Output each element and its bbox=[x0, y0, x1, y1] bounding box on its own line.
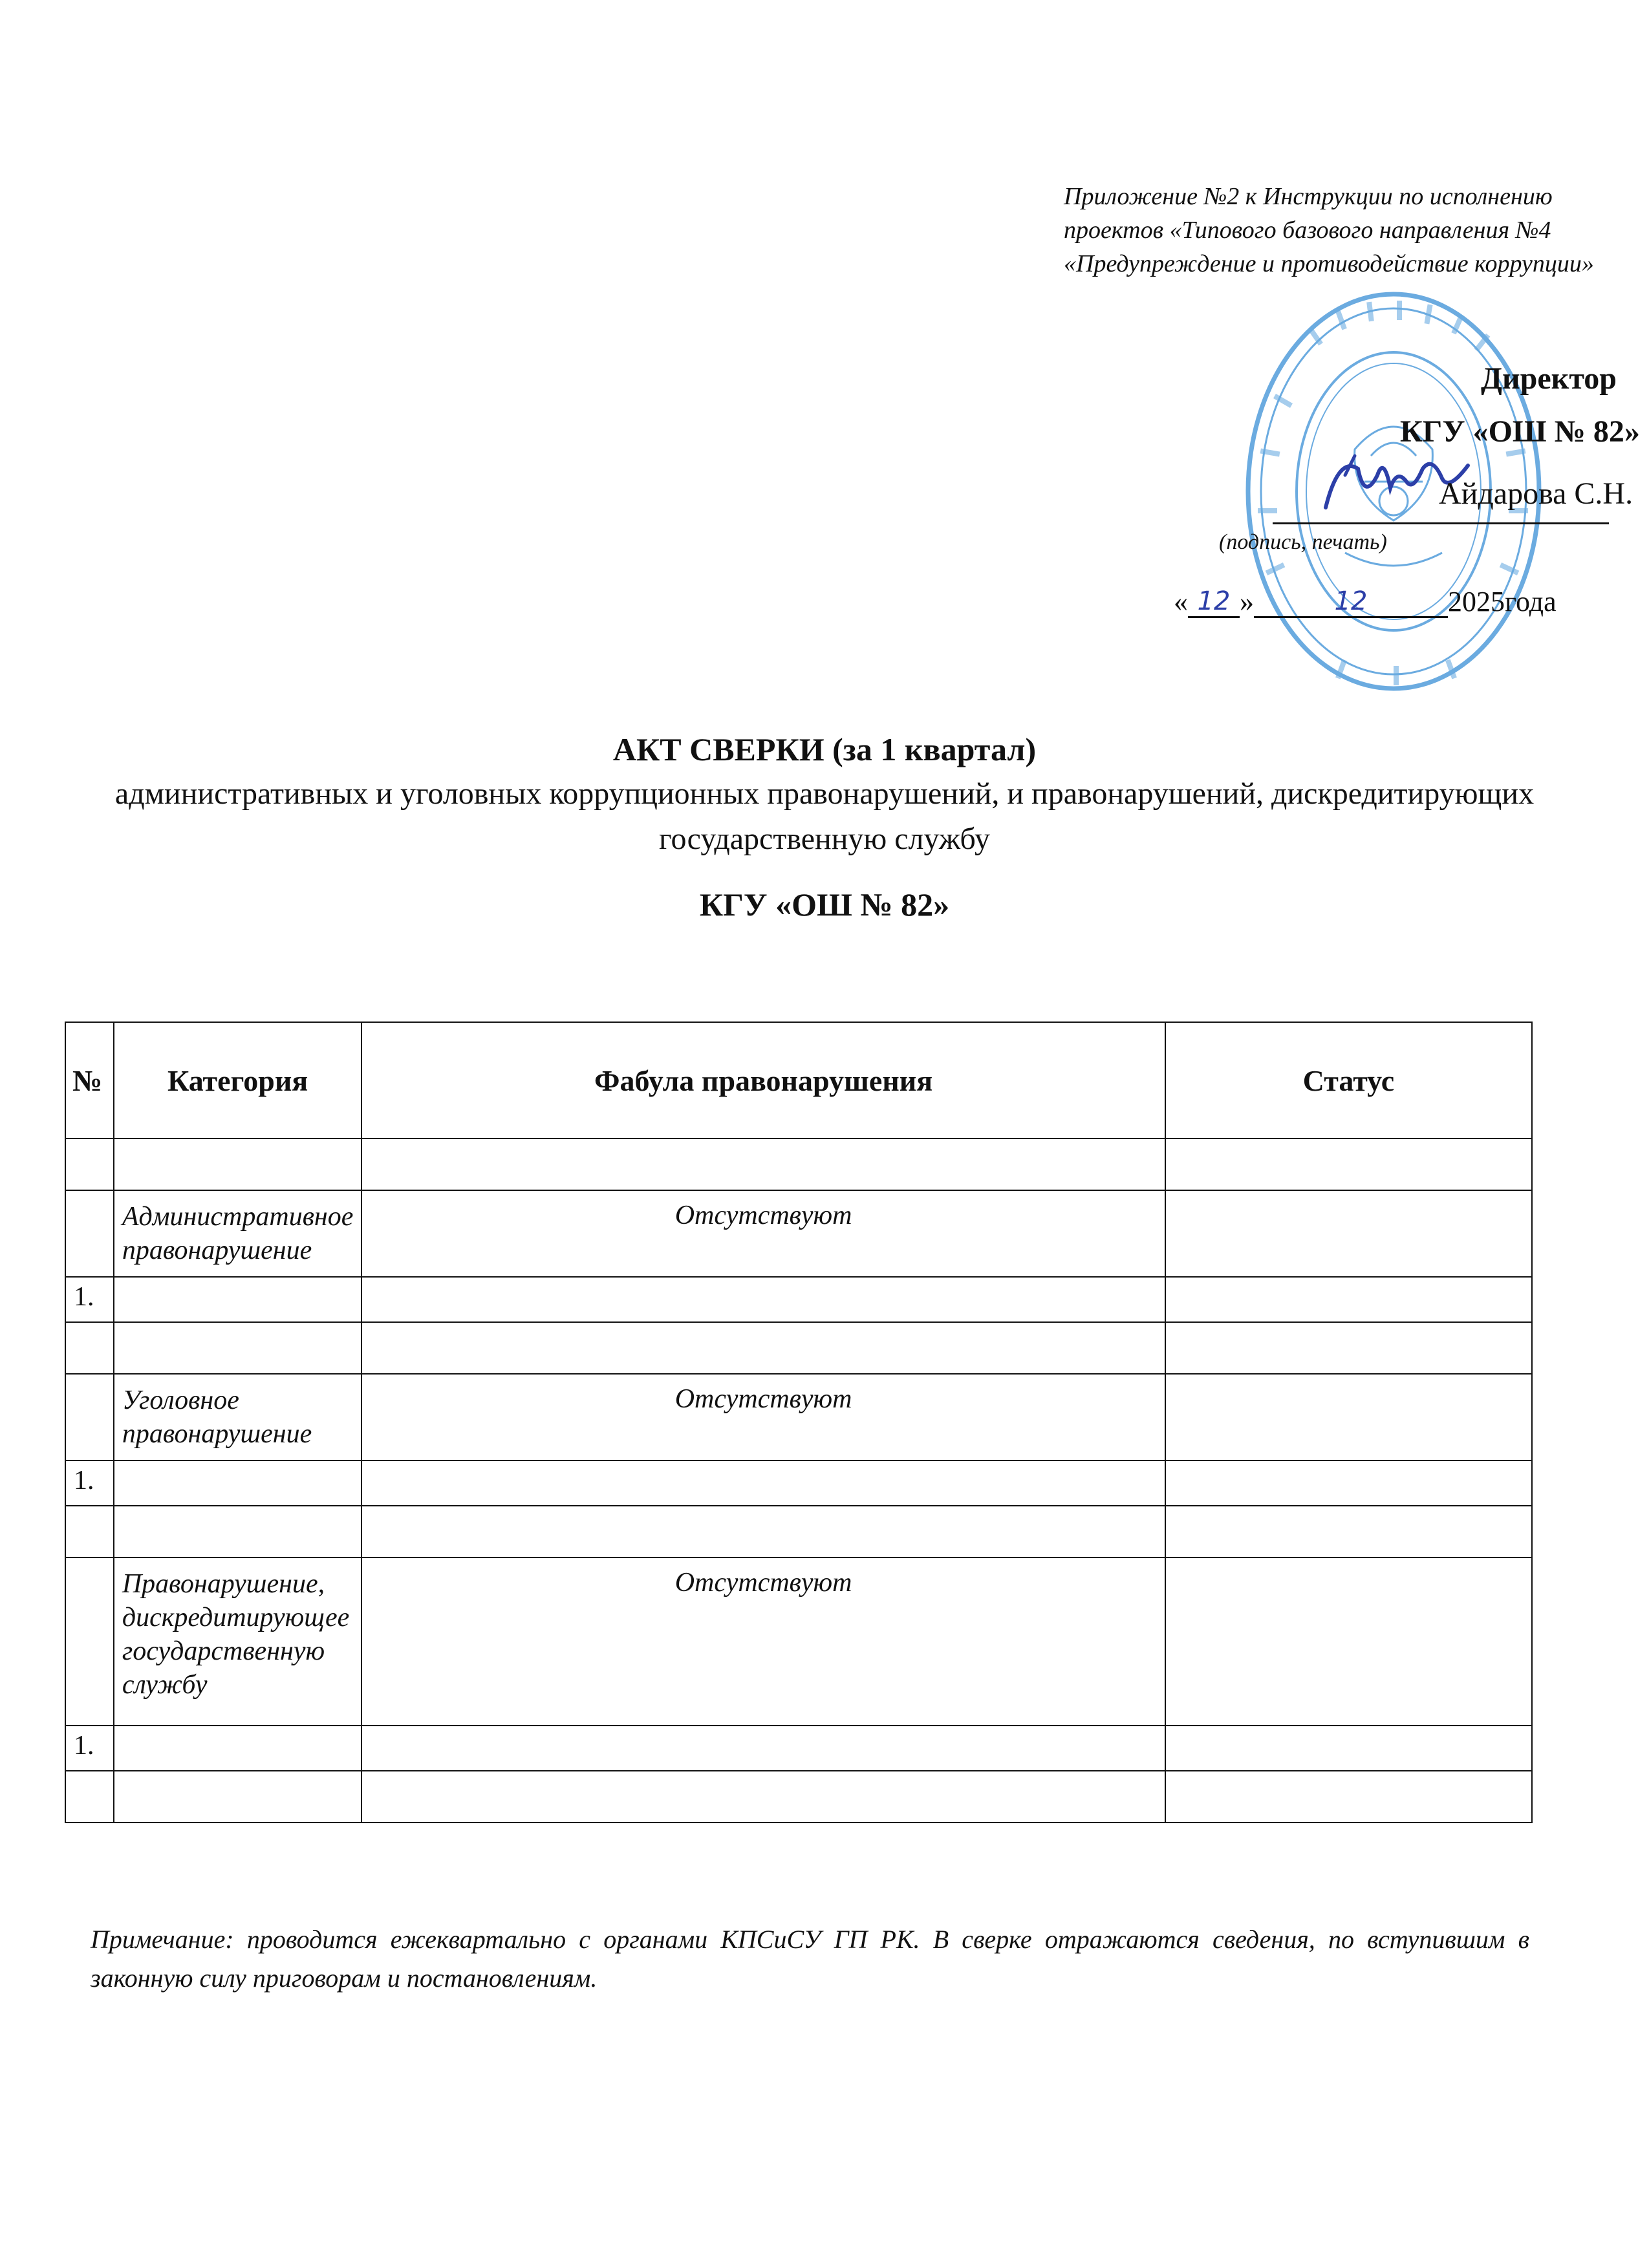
table-row-number bbox=[65, 1726, 1532, 1771]
fabula-cell: Отсутствуют bbox=[361, 1374, 1165, 1460]
document-title: АКТ СВЕРКИ (за 1 квартал) bbox=[612, 731, 1037, 767]
annex-line-1: Приложение №2 к Инструкции по исполнению bbox=[1064, 183, 1553, 210]
category-cell: Правонарушение, дискредитирующее государственную службу bbox=[114, 1557, 362, 1726]
document-subtitle-line-2: государственную службу bbox=[658, 822, 990, 856]
document-subtitle-line-1: административных и уголовных коррупционных правонарушений, и правонарушений, дискредитирующих bbox=[114, 776, 1535, 811]
table-row-administrative bbox=[65, 1190, 1532, 1277]
date-open-quote: « bbox=[1174, 586, 1188, 617]
table-spacer-row bbox=[65, 1506, 1532, 1557]
header-number: № bbox=[65, 1022, 114, 1139]
status-cell bbox=[1165, 1190, 1532, 1277]
category-cell: Уголовное правонарушение bbox=[114, 1374, 362, 1460]
document-organization: КГУ «ОШ № 82» bbox=[699, 886, 950, 923]
status-cell bbox=[1165, 1557, 1532, 1726]
annex-note bbox=[1064, 180, 1594, 281]
date-day: 12 bbox=[1188, 586, 1240, 618]
fabula-cell: Отсутствуют bbox=[361, 1557, 1165, 1726]
annex-line-3: «Предупреждение и противодействие коррупции» bbox=[1064, 250, 1594, 277]
signature-caption: (подпись, печать) bbox=[1219, 530, 1387, 554]
annex-line-2: проектов «Типового базового направления №4 bbox=[1064, 217, 1551, 244]
approval-director-name: Айдарова С.Н. bbox=[1439, 476, 1633, 511]
date-month: 12 bbox=[1254, 586, 1448, 618]
table-spacer-row bbox=[65, 1771, 1532, 1823]
date-year: 2025года bbox=[1448, 586, 1557, 617]
signature-line bbox=[1273, 522, 1609, 524]
table-spacer-row bbox=[65, 1139, 1532, 1190]
row-number: 1. bbox=[65, 1726, 114, 1771]
category-cell: Административное правонарушение bbox=[114, 1190, 362, 1277]
header-category: Категория bbox=[114, 1022, 362, 1139]
header-status: Статус bbox=[1165, 1022, 1532, 1139]
footnote: Примечание: проводится ежеквартально с органами КПСиСУ ГП РК. В сверке отражаются сведения, по вступившим в законную силу приговорам и постановлениям. bbox=[91, 1925, 1529, 1993]
header-fabula: Фабула правонарушения bbox=[361, 1022, 1165, 1139]
approval-title: Директор bbox=[1481, 361, 1617, 396]
approval-date bbox=[1174, 585, 1557, 618]
table-row-number bbox=[65, 1277, 1532, 1322]
approval-organization: КГУ «ОШ № 82» bbox=[1400, 414, 1640, 449]
date-close-quote: » bbox=[1240, 586, 1254, 617]
table-row-number bbox=[65, 1460, 1532, 1506]
status-cell bbox=[1165, 1374, 1532, 1460]
row-number: 1. bbox=[65, 1277, 114, 1322]
table-header-row bbox=[65, 1022, 1532, 1139]
reconciliation-table bbox=[65, 1022, 1533, 1823]
row-number: 1. bbox=[65, 1460, 114, 1506]
table-spacer-row bbox=[65, 1322, 1532, 1374]
fabula-cell: Отсутствуют bbox=[361, 1190, 1165, 1277]
table-row-discrediting bbox=[65, 1557, 1532, 1726]
table-row-criminal bbox=[65, 1374, 1532, 1460]
